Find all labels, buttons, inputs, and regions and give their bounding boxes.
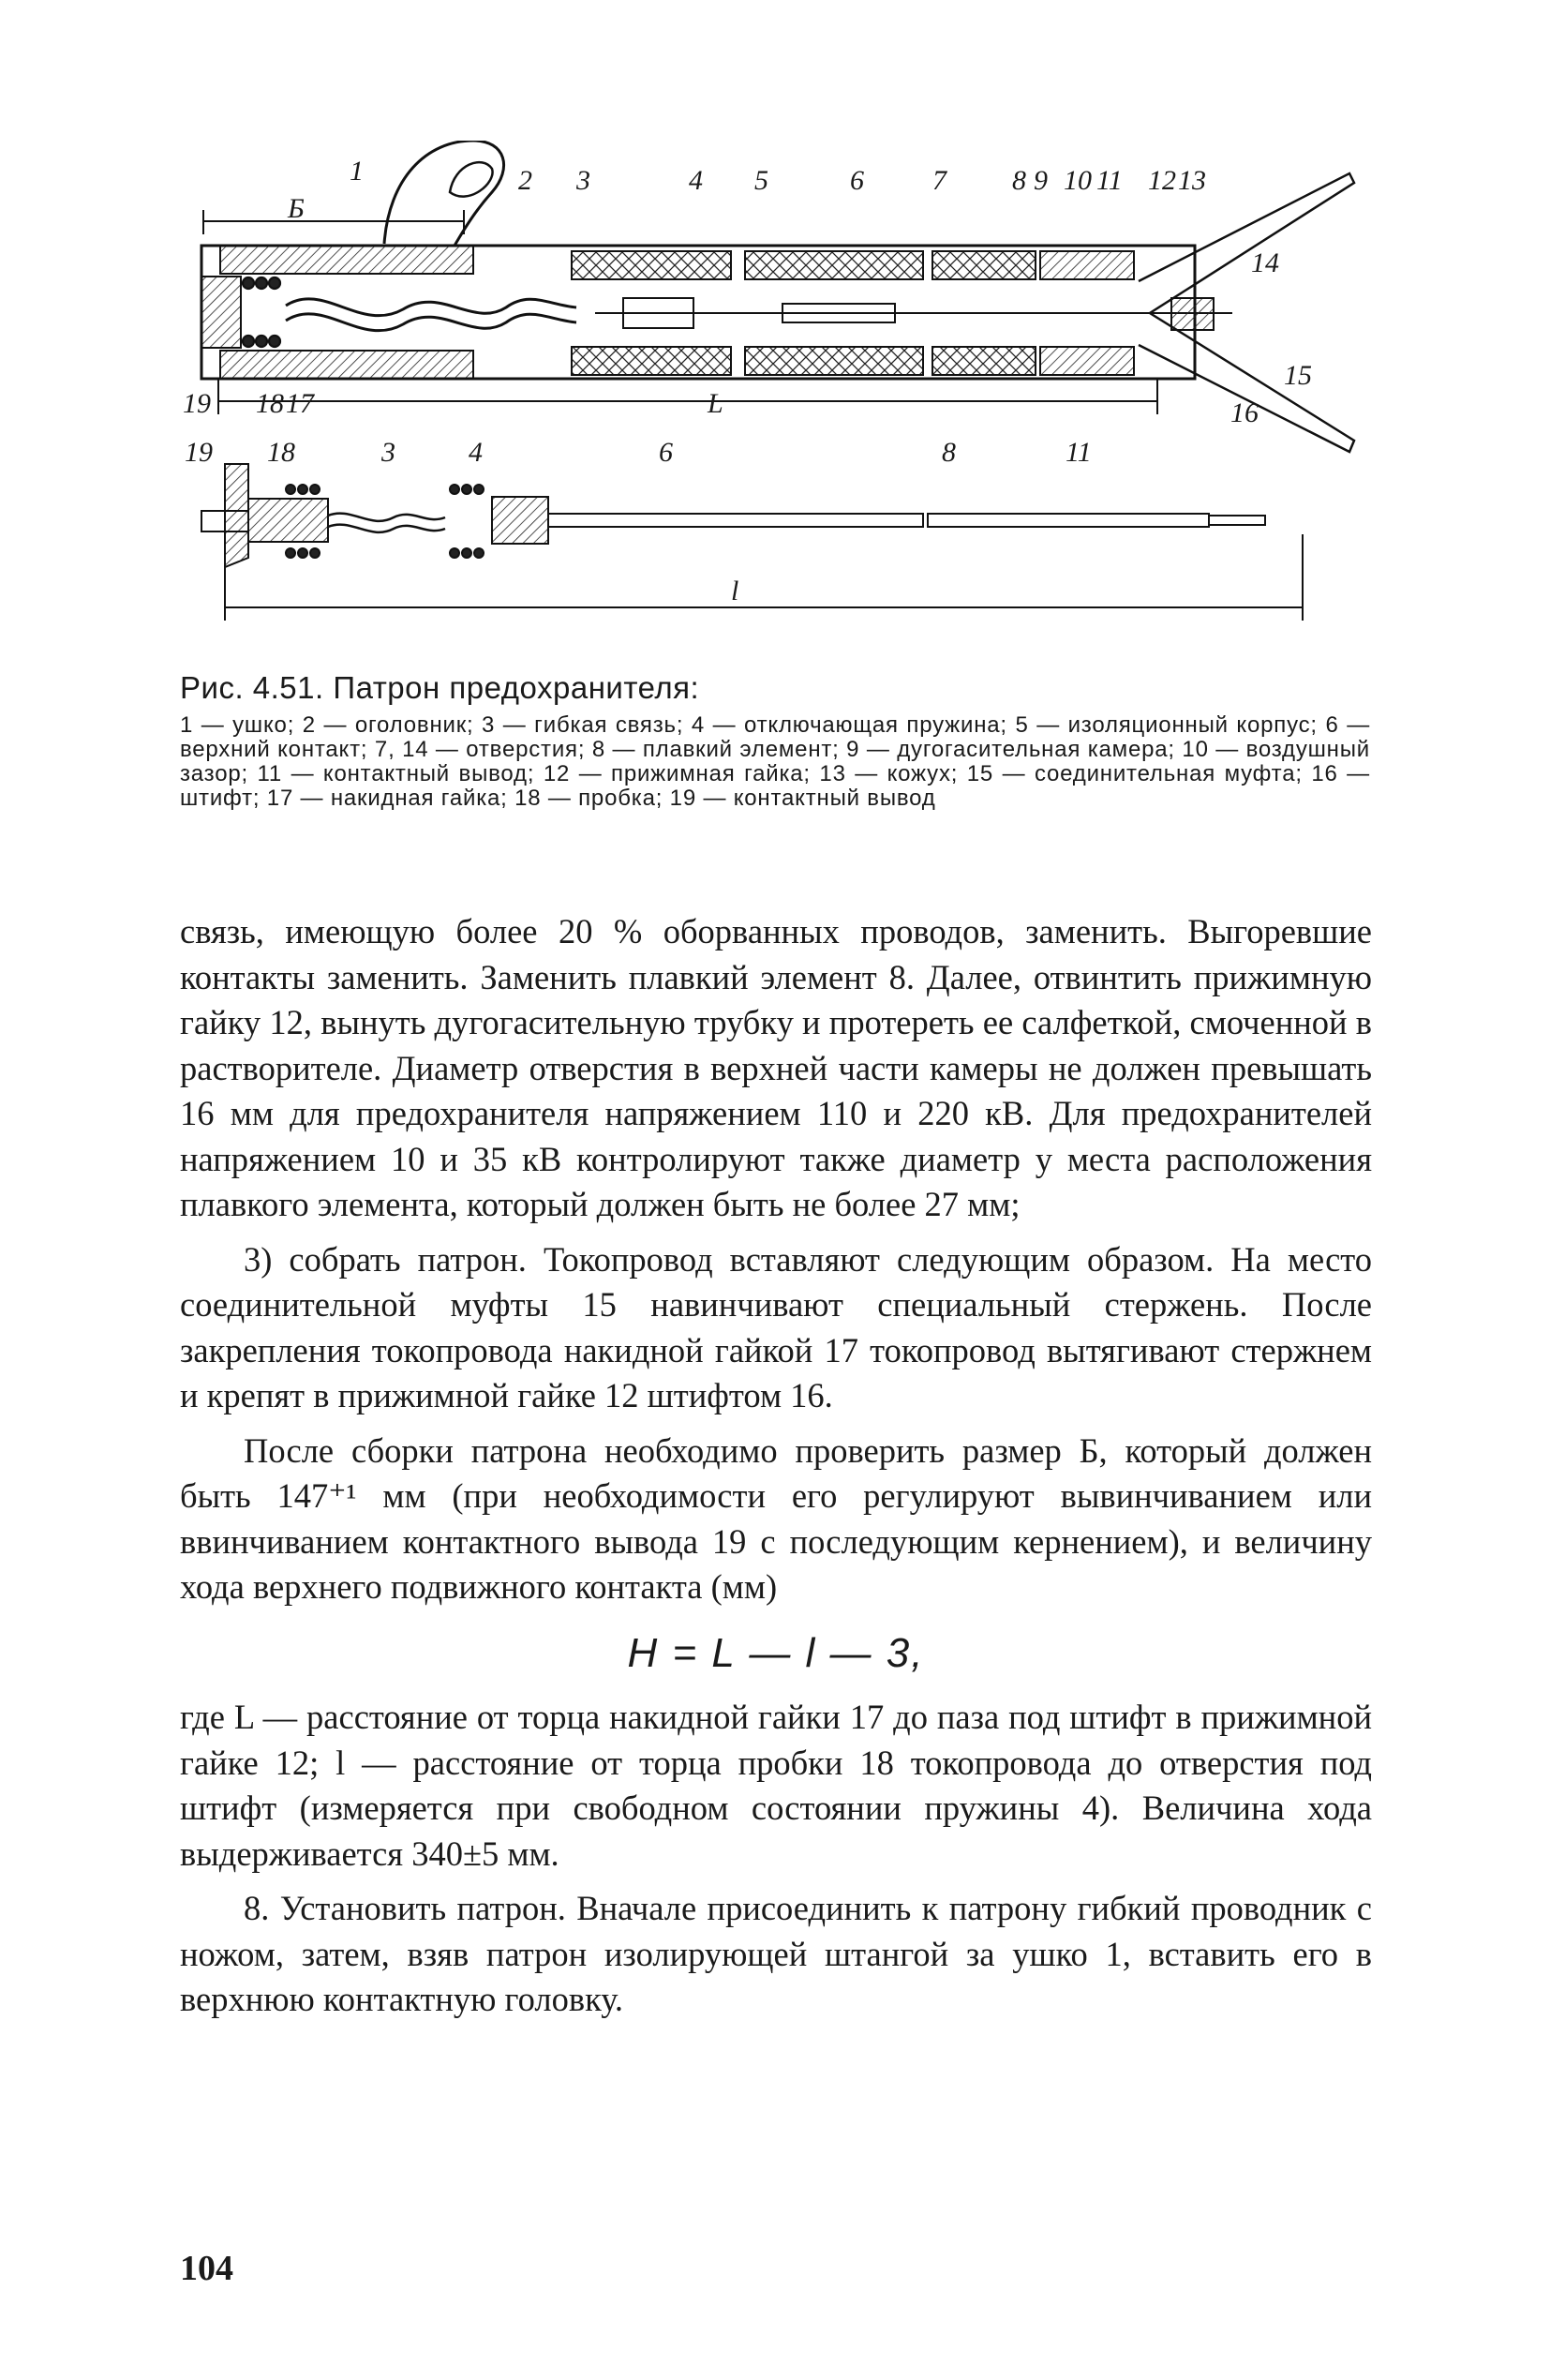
fig-label-19-top: 19 [183,388,211,419]
fig-label-13: 13 [1178,165,1206,196]
paragraph-4: где L — расстояние от торца накидной гайки 17 до паза под штифт в прижимной гайке 12; l — расстояние от торца пробки 18 токопровода до отверстия под штифт (измеряется при свободном состоянии пружины 4). Величина хода выдерживается 340±5 мм. [180,1698,1372,1873]
fig-label-6: 6 [850,165,864,196]
fig-label-12: 12 [1148,165,1176,196]
fig-label-16: 16 [1230,397,1259,428]
fig-label-8-bottom: 8 [942,437,956,468]
fig-label-6-bottom: 6 [659,437,673,468]
fig-label-9: 9 [1034,165,1048,196]
fig-label-4-bottom: 4 [469,437,483,468]
dim-label-L: L [708,388,723,419]
caption-title: Рис. 4.51. Патрон предохранителя: [180,670,700,705]
fig-label-3: 3 [576,165,590,196]
fig-label-3-bottom: 3 [381,437,395,468]
figure-caption [180,670,1370,811]
dim-label-B: Б [288,193,305,224]
fuse-cartridge-drawing [183,141,1373,637]
paragraph-5: 8. Установить патрон. Вначале присоединить к патрону гибкий проводник с ножом, затем, взяв патрон изолирующей штангой за ушко 1, вставить его в верхнюю контактную головку. [180,1889,1372,2018]
fig-label-10: 10 [1064,165,1092,196]
fig-label-18-top: 18 [256,388,284,419]
fig-label-5: 5 [754,165,768,196]
fig-label-11-bottom: 11 [1066,437,1092,468]
paragraph-1: связь, имеющую более 20 % оборванных проводов, заменить. Выгоревшие контакты заменить. Заменить плавкий элемент 8. Далее, отвинтить прижимную гайку 12, вынуть дугогасительную трубку и протереть ее салфеткой, смоченной в растворителе. Диаметр отверстия в верхней части камеры не должен превышать 16 мм для предохранителя напряжением 110 и 220 кВ. Для предохранителей напряжением 10 и 35 кВ контролируют также диаметр у места расположения плавкого элемента, который должен быть не более 27 мм; [180,912,1372,1223]
fig-label-4: 4 [689,165,703,196]
fig-label-2: 2 [518,165,532,196]
technical-drawing [183,141,1373,637]
formula: H = L — l — 3, [627,1629,925,1676]
fig-label-1: 1 [350,156,364,187]
fig-label-17-top: 17 [286,388,314,419]
page-number: 104 [180,2249,233,2288]
fig-label-15: 15 [1284,360,1312,391]
fig-label-18-bottom: 18 [267,437,295,468]
caption-legend: 1 — ушко; 2 — оголовник; 3 — гибкая связь; 4 — отключающая пружина; 5 — изоляционный корпус; 6 — верхний контакт; 7, 14 — отверстия; 8 — плавкий элемент; 9 — дугогасительная камера; 10 — воздушный зазор; 11 — контактный вывод; 12 — прижимная гайка; 13 — кожух; 15 — соединительная муфта; 16 — штифт; 17 — накидная гайка; 18 — пробка; 19 — контактный вывод [180,712,1370,811]
fig-label-19-bottom: 19 [185,437,213,468]
paragraph-2: 3) собрать патрон. Токопровод вставляют следующим образом. На место соединительной муфты 15 навинчивают специальный стержень. После закрепления токопровода накидной гайкой 17 токопровод вытягивают стержнем и крепят в прижимной гайке 12 штифтом 16. [180,1239,1372,1415]
body-text [180,909,1372,2032]
dim-label-l: l [731,576,739,606]
fig-label-7: 7 [932,165,946,196]
fig-label-11: 11 [1096,165,1123,196]
fig-label-8: 8 [1012,165,1026,196]
fig-label-14: 14 [1251,247,1279,278]
paragraph-3: После сборки патрона необходимо проверить размер Б, который должен быть 147⁺¹ мм (при необходимости его регулируют вывинчиванием или ввинчиванием контактного вывода 19 с последующим кернением), и величину хода верхнего подвижного контакта (мм) [180,1430,1372,1606]
